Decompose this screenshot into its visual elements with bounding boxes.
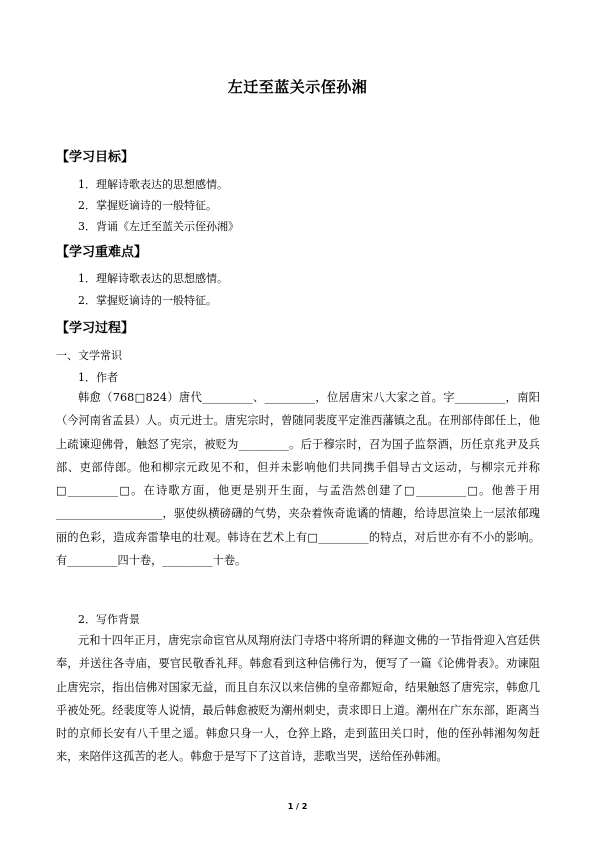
goals-heading: 【学习目标】 — [56, 150, 135, 165]
goal-item-2: 2．掌握贬谪诗的一般特征。 — [78, 199, 217, 212]
key-points-heading: 【学习重难点】 — [56, 245, 148, 260]
subsection-background: 2．写作背景 — [78, 613, 140, 626]
goal-item-3: 3．背诵《左迁至蓝关示侄孙湘》 — [78, 220, 239, 233]
author-paragraph: 韩愈（768□824）唐代_________、_________，位居唐宋八大家之首。字_________，南阳（今河南省孟县）人。贞元进士。唐宪宗时，曾随同裴度平定淮西藩镇之乱。在刑部侍郎任上，他上疏谏迎佛骨，触怒了宪宗，被贬为_________。后于穆宗时，召为国子监祭酒，历任京兆尹及兵部、吏部侍郎。他和柳宗元政见不和，但并未影响他们共同携手倡导古文运动，与柳宗元并称□_________□。在诗歌方面，他更是别开生面，与孟浩然创建了□_________□。他善于用___________________，驱使纵横磅礴的气势，夹杂着恢奇诡谲的情趣，给诗思渲染上一层浓郁瑰丽的色彩，造成奔雷挚电的壮观。韩诗在艺术上有□_________的特点，对后世亦有不小的影响。有_________四十卷，_________十卷。 — [56, 391, 540, 568]
page-number: 1 / 2 — [287, 802, 308, 811]
goal-item-1: 1．理解诗歌表达的思想感情。 — [78, 178, 228, 191]
page-title: 左迁至蓝关示侄孙湘 — [227, 78, 368, 96]
process-heading: 【学习过程】 — [56, 321, 135, 336]
background-paragraph: 元和十四年正月，唐宪宗命宦官从凤翔府法门寺塔中将所谓的释迦文佛的一节指骨迎入宫廷供奉，并送往各寺庙，要官民敬香礼拜。韩愈看到这种信佛行为，便写了一篇《论佛骨表》。劝谏阻止唐宪宗，指出信佛对国家无益，而且自东汉以来信佛的皇帝都短命，结果触怒了唐宪宗，韩愈几乎被处死。经裴度等人说情，最后韩愈被贬为潮州刺史，责求即日上道。潮州在广东东部，距离当时的京师长安有八千里之遥。韩愈只身一人，仓猝上路，走到蓝田关口时，他的侄孙韩湘匆匆赶来，来陪伴这孤苦的老人。韩愈于是写下了这首诗，悲歌当哭，送给侄孙韩湘。 — [56, 634, 540, 764]
subsection-author: 1．作者 — [78, 371, 118, 384]
key-point-item-2: 2．掌握贬谪诗的一般特征。 — [78, 294, 217, 307]
key-point-item-1: 1．理解诗歌表达的思想感情。 — [78, 272, 228, 285]
section-literature: 一、文学常识 — [56, 349, 122, 362]
